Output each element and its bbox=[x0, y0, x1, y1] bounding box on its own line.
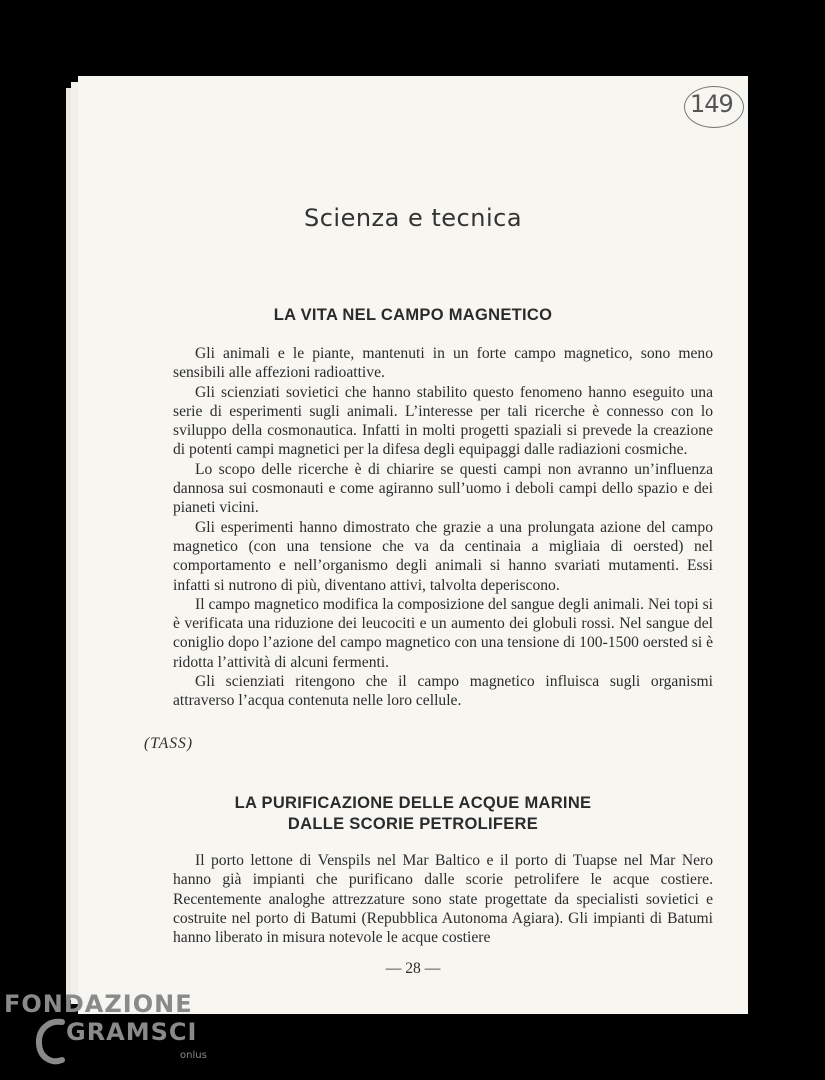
section-title: Scienza e tecnica bbox=[303, 204, 523, 232]
article2-body bbox=[173, 851, 713, 947]
page-folio: — 28 — bbox=[385, 960, 441, 977]
watermark-line1: FONDAZIONE bbox=[4, 990, 193, 1018]
article1-source: (TASS) bbox=[144, 735, 194, 752]
article1-paragraph: Lo scopo delle ricerche è di chiarire se questi campi non avranno un’influenza dannosa sui cosmonauti e come agiranno sull’uomo i deboli campi dello spazio e dei pianeti vicini. bbox=[173, 460, 713, 517]
article1-paragraph: Gli esperimenti hanno dimostrato che grazie a una prolungata azione del campo magnetico (con una tensione che va da centinaia a migliaia di oersted) nel comportamento e nell’organismo degli animali si hanno svariati mutamenti. Essi infatti si nutrono di più, diventano attivi, talvolta deperiscono. bbox=[173, 518, 713, 594]
archive-stamp-number: 149 bbox=[690, 90, 733, 118]
article1-paragraph: Il campo magnetico modifica la composizione del sangue degli animali. Nei topi si è verificata una riduzione dei leucociti e un aumento dei globuli rossi. Nel sangue del coniglio dopo l’azione del campo magnetico con una tensione di 100-1500 oersted si è ridotta l’attività di alcuni fermenti. bbox=[173, 595, 714, 671]
article1-headline: LA VITA NEL CAMPO MAGNETICO bbox=[273, 306, 553, 324]
article2-headline-line2: DALLE SCORIE PETROLIFERE bbox=[287, 815, 539, 833]
article2-paragraph: Il porto lettone di Venspils nel Mar Baltico e il porto di Tuapse nel Mar Nero hanno già impianti che purificano dalle scorie petrolifere le acque costiere. Recentemente analoghe attrezzature sono state progettate da specialisti sovietici e costruite nel porto di Batumi (Repubblica Autonoma Agiara). Gli impianti di Batumi hanno liberato in misura notevole le acque costiere bbox=[173, 852, 713, 947]
watermark-g-swoosh-icon bbox=[34, 1016, 68, 1068]
article2-headline bbox=[78, 793, 748, 835]
article1-paragraph: Gli scienziati ritengono che il campo magnetico influisca sugli organismi attraverso l’acqua contenuta nelle loro cellule. bbox=[173, 673, 713, 710]
watermark-line3: onlus bbox=[180, 1050, 207, 1061]
document-page bbox=[78, 76, 748, 1014]
article1-paragraph: Gli scienziati sovietici che hanno stabilito questo fenomeno hanno eseguito una serie di esperimenti sugli animali. L’interesse per tali ricerche è connesso con lo sviluppo della cosmonautica. Infatti in molti progetti spaziali si prevede la creazione di potenti campi magnetici per la difesa degli equipaggi dalle radiazioni cosmiche. bbox=[173, 383, 713, 459]
article2-headline-line1: LA PURIFICAZIONE DELLE ACQUE MARINE bbox=[234, 794, 592, 812]
article1-paragraph: Gli animali e le piante, mantenuti in un forte campo magnetico, sono meno sensibili alle affezioni radioattive. bbox=[173, 345, 713, 382]
watermark-line2: GRAMSCI bbox=[66, 1018, 198, 1046]
fondazione-gramsci-watermark bbox=[4, 988, 219, 1074]
article1-body bbox=[173, 344, 713, 711]
